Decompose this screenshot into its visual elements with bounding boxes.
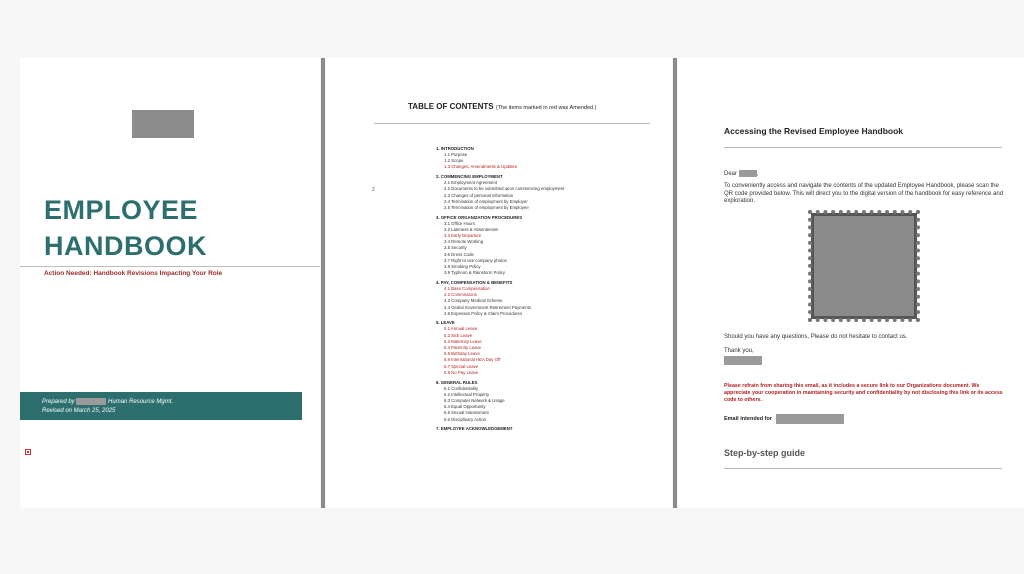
toc-section [436,174,666,211]
toc-title: TABLE OF CONTENTS [408,102,494,111]
toc-item[interactable]: 3.3 Early Departure [444,233,482,239]
toc-section-title[interactable]: 7. EMPLOYEE ACKNOWLEDGEMENT [436,426,513,432]
toc-heading [408,102,596,111]
toc-item[interactable]: 5.5 Birthday Leave [444,351,480,357]
toc-item[interactable]: 5.6 International HEA Day Off [444,357,501,363]
cover-title-line1: EMPLOYEE [44,195,199,225]
security-warning: Please refrain from sharing this email, as it includes a secure link to our Organizations document. We appreciate your cooperation in maintaining security and confidentiality by not disclosing this link or its access code to others. [724,383,1003,403]
cover-subtitle: Action Needed: Handbook Revisions Impacting Your Role [44,270,223,277]
toc-item[interactable]: 6.1 Confidentiality [444,385,479,391]
toc-item[interactable]: 3.5 Security [444,245,467,251]
toc-item[interactable]: 3.6 Dress Code [444,251,474,257]
toc-item[interactable]: 2.4 Termination of employment by Employer [444,198,528,204]
divider [724,147,1002,148]
toc-item[interactable]: 2.2 Documents to be submitted upon commencing employment [444,186,565,192]
divider [724,468,1002,469]
cover-title [44,192,207,264]
toc-item[interactable]: 6.4 Equal Opportunity [444,404,486,410]
toc-item[interactable]: 3.9 Typhoon & Rainstorm Policy [444,270,506,276]
toc-item[interactable]: 2.5 Termination of employment by Employee [444,204,529,210]
toc-item[interactable]: 5.2 Sick Leave [444,332,473,338]
toc-item[interactable]: 1.3 Changes, Amendments & Updates [444,164,518,170]
redacted-logo [132,110,194,138]
toc-section-title[interactable]: 2. COMMENCING EMPLOYMENT [436,174,503,180]
toc-item[interactable]: 4.1 Base Compensation [444,285,490,291]
toc-section [436,320,666,376]
toc-item[interactable]: 3.8 Smoking Policy [444,264,481,270]
toc-section [436,380,666,423]
redacted-signature [724,356,762,365]
toc-section [436,146,666,171]
toc-item[interactable]: 5.8 No Pay Leave [444,369,479,375]
broken-image-icon [25,449,31,455]
toc-item[interactable]: 2.1 Employment Agreement [444,180,498,186]
toc-section-title[interactable]: 5. LEAVE [436,320,455,326]
toc-section [436,280,666,317]
questions-line: Should you have any questions, Please do not hesitate to contact us. [724,334,908,340]
toc-item[interactable]: 3.7 Right to use company photos [444,257,507,263]
divider [374,123,650,124]
intended-for-label: Email intended for [724,416,772,422]
redacted-name [739,170,757,177]
toc-section-title[interactable]: 4. PAY, COMPENSATION & BENEFITS [436,279,513,285]
email-body: To conveniently access and navigate the contents of the updated Employee Handbook, please scan the QR code provided below. This will direct you to the digital version of the handbook for easy reference and exploration. [724,183,1004,205]
redacted-email [776,414,844,424]
toc-item[interactable]: 2.3 Changes of personal information [444,192,514,198]
toc-note: (The items marked in red was Amended.) [495,105,597,111]
toc-item[interactable]: 4.3 Company Medical Scheme [444,298,503,304]
toc-item[interactable]: 6.3 Computer Network & Usage [444,398,505,403]
redacted-name [76,398,106,405]
prepared-by-bar [20,392,302,420]
toc-item[interactable]: 6.6 Disciplinary Action [444,416,487,422]
toc-page [326,58,672,508]
greeting: Dear [724,171,738,178]
revised-date: Revised on March 25, 2025 [42,408,116,415]
toc-item[interactable]: 3.4 Remote Working [444,239,484,245]
toc-section-title[interactable]: 6. GENERAL RULES [436,379,478,385]
side-mark: 2 [372,187,375,193]
toc-item[interactable]: 6.5 Sexual Harassment [444,410,489,416]
step-guide-heading: Step-by-step guide [724,448,806,458]
toc-section [436,426,666,432]
page-gutter [321,58,325,508]
toc-item[interactable]: 3.2 Lateness & Absenteeism [444,226,499,232]
prepared-prefix: Prepared by [42,399,75,406]
divider [20,266,320,267]
cover-title-line2: HANDBOOK [44,231,207,261]
greeting-line: Dear , [724,171,759,178]
toc-list [436,146,666,436]
toc-item[interactable]: 5.1 Annual Leave [444,326,478,332]
email-title: Accessing the Revised Employee Handbook [724,126,904,136]
toc-item[interactable]: 5.7 Special Leave [444,363,479,369]
toc-section-title[interactable]: 3. OFFICE ORGANIZATION PROCEDURES [436,214,523,220]
toc-item[interactable]: 5.4 Paternity Leave [444,345,482,351]
cover-page [20,58,320,508]
toc-item[interactable]: 4.4 Global Government Retirement Payments [444,304,531,310]
qr-code-icon[interactable] [811,213,917,319]
toc-item[interactable]: 1.1 Purpose [444,152,468,157]
prepared-dept: Human Resource Mgmt. [108,399,174,406]
toc-item[interactable]: 4.5 Expenses Policy & Claim Procedures [444,310,523,316]
toc-section [436,215,666,277]
email-page [678,58,1024,508]
thanks-line: Thank you, [724,348,754,354]
toc-item[interactable]: 3.1 Office Hours [444,220,475,226]
toc-item[interactable]: 5.3 Maternity Leave [444,338,482,344]
toc-item[interactable]: 4.2 Commissions [444,292,477,298]
page-gutter [673,58,677,508]
toc-section-title[interactable]: 1. INTRODUCTION [436,146,474,151]
toc-item[interactable]: 6.2 Intellectual Property [444,391,490,397]
toc-item[interactable]: 1.2 Scope [444,158,464,164]
